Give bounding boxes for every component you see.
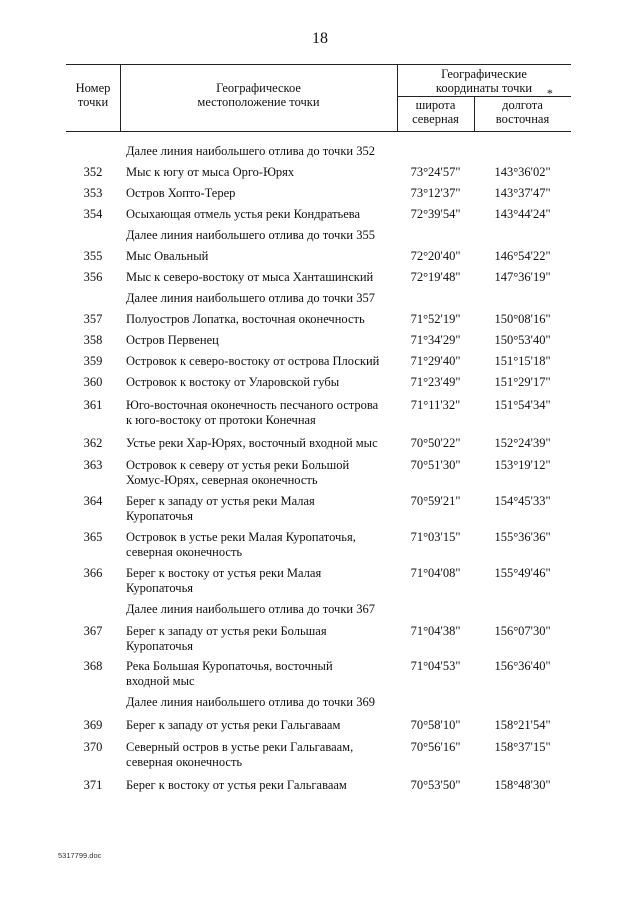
row-latitude: 71°03'15" [410, 530, 461, 544]
row-location-line1: Мыс Овальный [126, 249, 209, 263]
row-location [126, 312, 394, 327]
header-latitude-line1: широта [415, 98, 456, 112]
row-location [126, 354, 394, 369]
row-location-line2: к юго-востоку от протоки Конечная [126, 413, 316, 427]
header-latitude-line2: северная [412, 112, 459, 126]
row-note: Далее линия наибольшего отлива до точки 357 [126, 291, 375, 305]
row-location-line2: Куропаточья [126, 639, 194, 653]
header-divider [397, 65, 398, 131]
row-location [126, 398, 394, 428]
row-number: 365 [83, 530, 103, 544]
row-location-line1: Берег к востоку от устья реки Малая [126, 566, 322, 580]
header-coordinates-line1: Географические [441, 67, 527, 81]
row-location-line1: Берег к западу от устья реки Большая [126, 624, 327, 638]
row-location [126, 458, 394, 488]
row-number: 360 [83, 375, 103, 389]
row-location-line2: северная оконечность [126, 545, 243, 559]
row-location [126, 659, 394, 689]
row-location [126, 436, 394, 451]
row-location [126, 740, 394, 770]
row-latitude: 70°53'50" [410, 778, 461, 792]
row-longitude: 158°21'54" [494, 718, 551, 732]
row-number: 370 [83, 740, 103, 754]
row-longitude: 156°36'40" [494, 659, 551, 673]
row-location-line1: Остров Хопто-Терер [126, 186, 236, 200]
header-divider [474, 96, 475, 131]
row-longitude: 151°29'17" [494, 375, 551, 389]
header-coordinates-line2: координаты точки [435, 81, 533, 95]
row-longitude: 147°36'19" [494, 270, 551, 284]
row-location-line1: Устье реки Хар-Юрях, восточный входной мыс [126, 436, 378, 450]
row-location-line2: входной мыс [126, 674, 195, 688]
row-number: 355 [83, 249, 103, 263]
header-number-line1: Номер [75, 81, 111, 95]
row-longitude: 154°45'33" [494, 494, 551, 508]
row-location [126, 566, 394, 596]
row-location-line1: Осыхающая отмель устья реки Кондратьева [126, 207, 361, 221]
row-number: 369 [83, 718, 103, 732]
row-location-line2: Куропаточья [126, 581, 194, 595]
row-location [126, 270, 394, 285]
row-location [126, 249, 394, 264]
row-number: 359 [83, 354, 103, 368]
row-location-line1: Северный остров в устье реки Гальгаваам, [126, 740, 354, 754]
row-number: 371 [83, 778, 103, 792]
row-number: 354 [83, 207, 103, 221]
header-divider [120, 65, 121, 131]
row-location-line1: Берег к западу от устья реки Гальгаваам [126, 718, 341, 732]
row-location-line2: Куропаточья [126, 509, 194, 523]
row-number: 356 [83, 270, 103, 284]
row-location [126, 375, 394, 390]
row-number: 366 [83, 566, 103, 580]
footer-filename: 5317799.doc [58, 851, 102, 860]
row-location-line1: Река Большая Куропаточья, восточный [126, 659, 333, 673]
row-latitude: 71°23'49" [410, 375, 461, 389]
row-latitude: 71°11'32" [410, 398, 461, 412]
header-longitude [474, 86, 571, 126]
row-number: 368 [83, 659, 103, 673]
row-location [126, 718, 394, 733]
row-note: Далее линия наибольшего отлива до точки 369 [126, 695, 375, 709]
row-latitude: 70°51'30" [410, 458, 461, 472]
header-location-line2: местоположение точки [197, 95, 320, 109]
row-longitude: 155°36'36" [494, 530, 551, 544]
header-longitude-line1: долгота [502, 98, 543, 112]
row-number: 364 [83, 494, 103, 508]
row-longitude: 152°24'39" [494, 436, 551, 450]
row-number: 358 [83, 333, 103, 347]
row-location-line1: Островок к северо-востоку от острова Плоский [126, 354, 380, 368]
row-note: Далее линия наибольшего отлива до точки 355 [126, 228, 375, 242]
header-number-line2: точки [77, 95, 109, 109]
header-asterisk: * [546, 86, 553, 100]
header-latitude [397, 98, 474, 126]
row-number: 361 [83, 398, 103, 412]
header-longitude-line1-wrap [502, 86, 553, 112]
row-location-line1: Берег к востоку от устья реки Гальгаваам [126, 778, 347, 792]
row-latitude: 71°52'19" [410, 312, 461, 326]
row-location [126, 494, 394, 524]
row-latitude: 73°12'37" [410, 186, 461, 200]
page-number: 18 [312, 30, 328, 47]
row-longitude: 155°49'46" [494, 566, 551, 580]
row-longitude: 146°54'22" [494, 249, 551, 263]
row-latitude: 71°04'53" [410, 659, 461, 673]
header-coordinates [397, 67, 571, 95]
row-location [126, 165, 394, 180]
row-number: 367 [83, 624, 103, 638]
header-longitude-line2: восточная [495, 112, 550, 126]
row-location [126, 778, 394, 793]
row-latitude: 72°20'40" [410, 249, 461, 263]
row-location-line1: Островок к востоку от Уларовской губы [126, 375, 340, 389]
row-location [126, 530, 394, 560]
row-location [126, 333, 394, 348]
row-longitude: 158°37'15" [494, 740, 551, 754]
row-latitude: 73°24'57" [410, 165, 461, 179]
header-location-line1: Географическое [216, 81, 301, 95]
row-location-line1: Юго-восточная оконечность песчаного острова [126, 398, 379, 412]
row-number: 353 [83, 186, 103, 200]
row-location-line1: Мыс к северо-востоку от мыса Ханташинский [126, 270, 374, 284]
row-location [126, 207, 394, 222]
row-number: 357 [83, 312, 103, 326]
row-longitude: 143°44'24" [494, 207, 551, 221]
row-longitude: 156°07'30" [494, 624, 551, 638]
row-longitude: 158°48'30" [494, 778, 551, 792]
row-longitude: 151°54'34" [494, 398, 551, 412]
row-location-line2: северная оконечность [126, 755, 243, 769]
row-location-line1: Полуостров Лопатка, восточная оконечность [126, 312, 365, 326]
header-divider [397, 96, 571, 97]
row-location-line2: Хомус-Юрях, северная оконечность [126, 473, 318, 487]
row-location-line1: Берег к западу от устья реки Малая [126, 494, 315, 508]
header-location [120, 81, 397, 109]
row-number: 363 [83, 458, 103, 472]
row-latitude: 72°39'54" [410, 207, 461, 221]
row-latitude: 71°04'08" [410, 566, 461, 580]
row-latitude: 70°50'22" [410, 436, 461, 450]
row-note: Далее линия наибольшего отлива до точки 367 [126, 602, 375, 616]
row-latitude: 70°58'10" [410, 718, 461, 732]
row-longitude: 143°37'47" [494, 186, 551, 200]
row-location-line1: Мыс к югу от мыса Орго-Юрях [126, 165, 295, 179]
row-location-line1: Островок к северу от устья реки Большой [126, 458, 350, 472]
row-longitude: 150°53'40" [494, 333, 551, 347]
row-latitude: 71°04'38" [410, 624, 461, 638]
row-location [126, 624, 394, 654]
row-latitude: 71°29'40" [410, 354, 461, 368]
row-longitude: 153°19'12" [494, 458, 551, 472]
row-note: Далее линия наибольшего отлива до точки 352 [126, 144, 375, 158]
table-header [66, 64, 571, 132]
row-longitude: 143°36'02" [494, 165, 551, 179]
row-latitude: 72°19'48" [410, 270, 461, 284]
row-location-line1: Островок в устье реки Малая Куропаточья, [126, 530, 356, 544]
row-latitude: 71°34'29" [410, 333, 461, 347]
row-number: 352 [83, 165, 103, 179]
header-number [66, 81, 120, 109]
row-longitude: 150°08'16" [494, 312, 551, 326]
row-location-line1: Остров Первенец [126, 333, 219, 347]
row-latitude: 70°59'21" [410, 494, 461, 508]
row-location [126, 186, 394, 201]
row-number: 362 [83, 436, 103, 450]
row-latitude: 70°56'16" [410, 740, 461, 754]
row-longitude: 151°15'18" [494, 354, 551, 368]
